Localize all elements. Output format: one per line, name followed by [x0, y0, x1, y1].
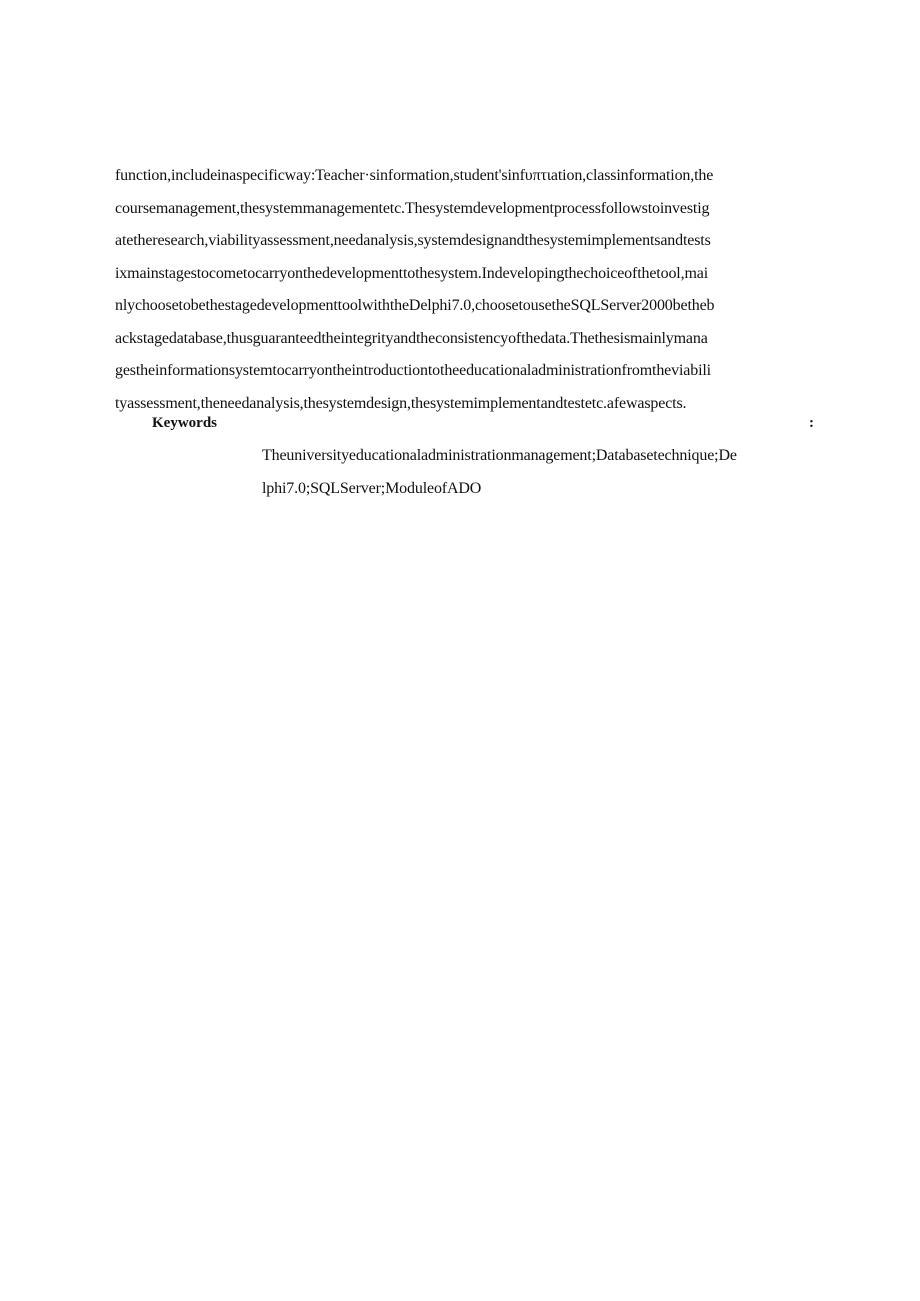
abstract-paragraph [115, 160, 827, 420]
abstract-line: ackstagedatabase,thusguaranteedtheintegrityandtheconsistencyofthedata.Thethesismainlymana [115, 329, 708, 347]
keywords-colon: : [809, 415, 814, 431]
keywords-heading-row [152, 408, 822, 438]
keywords-line: Theuniversityeducationaladministrationmanagement;Databasetechnique;De [262, 447, 737, 464]
keywords-list [262, 440, 827, 505]
abstract-line: nlychoosetobethestagedevelopmenttoolwiththeDelphi7.0,choosetousetheSQLServer2000betheb [115, 297, 715, 314]
abstract-line: gestheinformationsystemtocarryontheintroductiontotheeducationaladministrationfromtheviabili [115, 362, 711, 379]
keywords-line: lphi7.0;SQLServer;ModuleofADO [262, 479, 482, 497]
abstract-line: atetheresearch,viabilityassessment,needanalysis,systemdesignandthesystemimplementsandtests [115, 232, 711, 249]
abstract-line: function,includeinaspecificway:Teacher·sinformation,student'sinfυπτιation,classinformation,the [115, 167, 714, 184]
abstract-line: tyassessment,theneedanalysis,thesystemdesign,thesystemimplementandtestetc.afewaspects. [115, 394, 687, 412]
abstract-line: ixmainstagestocometocarryonthedevelopmenttothesystem.Indevelopingthechoiceofthetool,mai [115, 264, 708, 282]
keywords-label: Keywords [152, 415, 217, 431]
abstract-line: coursemanagement,thesystemmanagementetc.Thesystemdevelopmentprocessfollowstoinvestig [115, 199, 710, 217]
